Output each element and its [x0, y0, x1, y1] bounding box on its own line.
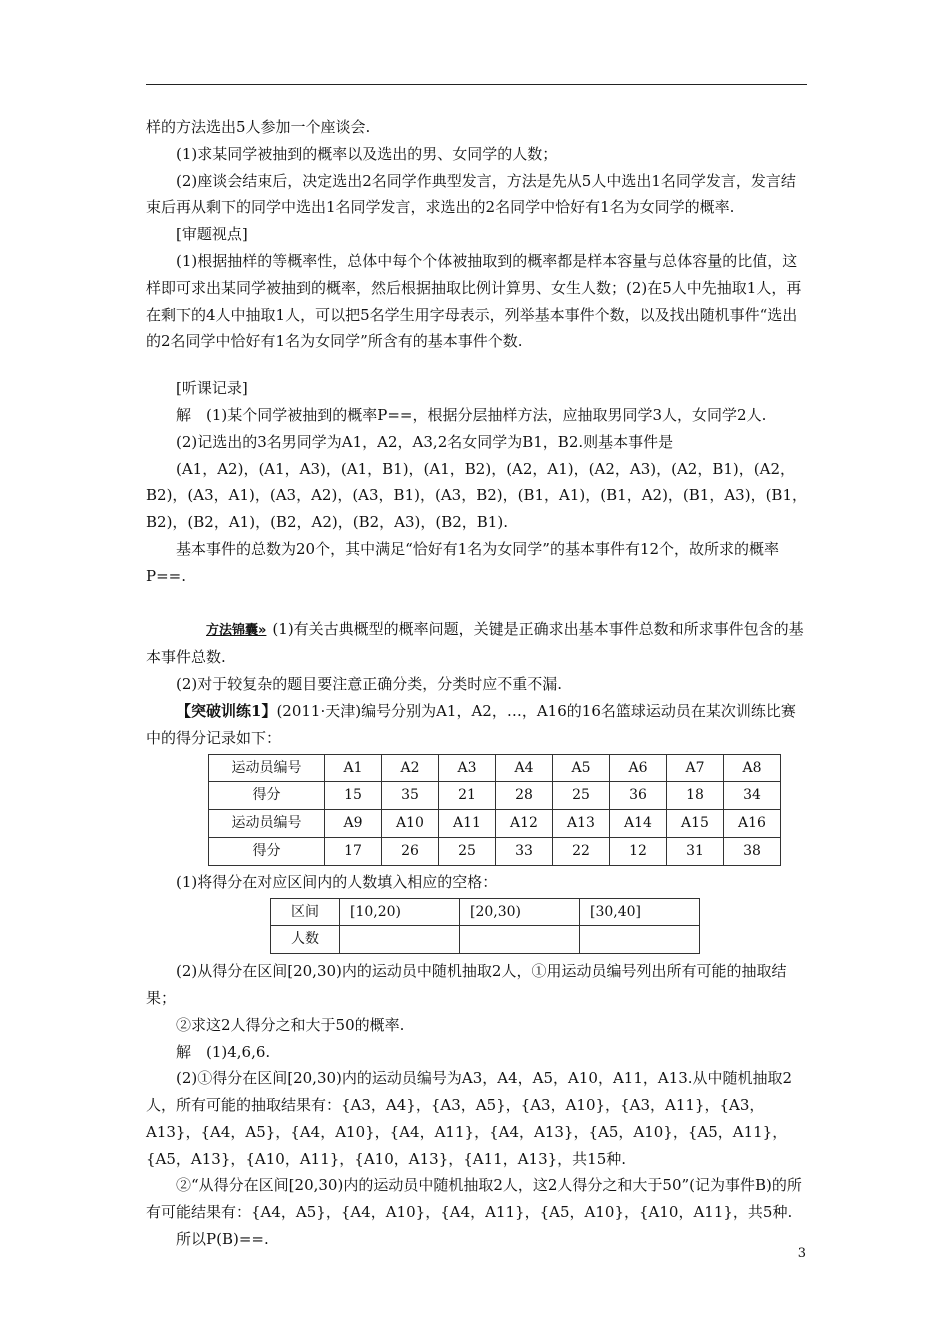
table-cell: A11 — [439, 810, 496, 838]
table-cell: A4 — [496, 754, 553, 782]
table-cell: A12 — [496, 810, 553, 838]
table-cell: 28 — [496, 782, 553, 810]
method-badge: 方法锦囊» — [206, 622, 267, 638]
table-row — [209, 837, 781, 865]
table-row — [209, 810, 781, 838]
method-tip-2: (2)对于较复杂的题目要注意正确分类，分类时应不重不漏. — [176, 675, 563, 694]
interval-header: 区间 — [271, 898, 340, 926]
double-chevron-icon: » — [258, 622, 267, 638]
table-cell: 22 — [553, 837, 610, 865]
question-2: (2)座谈会结束后，决定选出2名同学作典型发言，方法是先从5人中选出1名同学发言，发言结束后再从剩下的同学中选出1名同学发言，求选出的2名同学中恰好有1名为女同学的概率. — [146, 171, 796, 217]
table-cell: 18 — [667, 782, 724, 810]
table-cell: A15 — [667, 810, 724, 838]
table-cell: 12 — [610, 837, 667, 865]
table-row — [209, 754, 781, 782]
page-number: 3 — [797, 1246, 806, 1261]
table-cell: A2 — [382, 754, 439, 782]
table-row — [271, 898, 700, 926]
table-cell: 31 — [667, 837, 724, 865]
table-cell: A10 — [382, 810, 439, 838]
exercise-prompt: 【突破训练1】(2011·天津)编号分别为A1，A2，…，A16的16名篮球运动员在某次训练比赛中的得分记录如下： — [146, 701, 796, 747]
table-cell: 26 — [382, 837, 439, 865]
table-cell — [580, 926, 700, 954]
score-table — [208, 754, 781, 866]
table-cell: 25 — [439, 837, 496, 865]
table-cell: 38 — [724, 837, 781, 865]
exercise-solution-2: (2)①得分在区间[20,30)内的运动员编号为A3，A4，A5，A10，A11，A13.从中随机抽取2人，所有可能的抽取结果有：{A3，A4}，{A3，A5}，{A3，A10}，{A3，A11}，{A3，A13}，{A4，A5}，{A4，A10}，{A4，A11}，{A4，A13}，{A5，A10}，{A5，A11}，{A5，A13}，{A10，A11}，{A10，A13}，{A11，A13}，共15种. — [146, 1069, 793, 1168]
table-cell: A3 — [439, 754, 496, 782]
count-header: 人数 — [271, 926, 340, 954]
method-tip-1: 方法锦囊» (1)有关古典概型的概率问题，关键是正确求出基本事件总数和所求事件包含的基本事件总数. — [146, 619, 804, 667]
table-cell: A9 — [325, 810, 382, 838]
solution-part-2: (2)记选出的3名男同学为A1，A2，A3,2名女同学为B1，B2.则基本事件是 — [176, 432, 674, 451]
exercise-question-1: (1)将得分在对应区间内的人数填入相应的空格： — [176, 872, 498, 891]
table-cell: [30,40] — [580, 898, 700, 926]
table-cell: 36 — [610, 782, 667, 810]
table-cell: A1 — [325, 754, 382, 782]
table-cell: A13 — [553, 810, 610, 838]
table-row — [271, 926, 700, 954]
question-1: (1)求某同学被抽到的概率以及选出的男、女同学的人数； — [176, 144, 558, 163]
exercise-label: 【突破训练1】 — [176, 701, 277, 720]
score-header: 得分 — [209, 837, 325, 865]
header-rule — [146, 84, 807, 85]
table-cell: 33 — [496, 837, 553, 865]
table-cell: [20,30) — [460, 898, 580, 926]
interval-table — [270, 898, 700, 955]
id-header: 运动员编号 — [209, 810, 325, 838]
exercise-solution-4: 所以P(B)==. — [176, 1230, 269, 1249]
solution-part-1: 解 (1)某个同学被抽到的概率P==，根据分层抽样方法，应抽取男同学3人，女同学2人. — [176, 405, 767, 424]
basic-events-list: (A1，A2)，(A1，A3)，(A1，B1)，(A1，B2)，(A2，A1)，(A2，A3)，(A2，B1)，(A2，B2)，(A3，A1)，(A3，A2)，(A3，B1)，(A3，B2)，(B1，A1)，(B1，A2)，(B1，A3)，(B1，B2)，(B2，A1)，(B2，A2)，(B2，A3)，(B2，B1). — [146, 459, 807, 532]
table-cell — [460, 926, 580, 954]
solution-conclusion: 基本事件的总数为20个，其中满足“恰好有1名为女同学”的基本事件有12个，故所求的概率P==. — [146, 539, 780, 585]
exercise-solution-3: ②“从得分在区间[20,30)内的运动员中随机抽取2人，这2人得分之和大于50”(记为事件B)的所有可能结果有：{A4，A5}，{A4，A10}，{A4，A11}，{A5，A10}，{A10，A11}，共5种. — [146, 1176, 802, 1222]
table-cell: A5 — [553, 754, 610, 782]
table-cell: A7 — [667, 754, 724, 782]
exercise-question-2b: ②求这2人得分之和大于50的概率. — [176, 1015, 405, 1034]
intro-line: 样的方法选出5人参加一个座谈会. — [146, 118, 371, 136]
table-cell: 21 — [439, 782, 496, 810]
table-cell: [10,20) — [340, 898, 460, 926]
exercise-solution-1: 解 (1)4,6,6. — [176, 1042, 271, 1061]
table-cell: A14 — [610, 810, 667, 838]
table-cell: A8 — [724, 754, 781, 782]
table-cell: 34 — [724, 782, 781, 810]
exercise-question-2: (2)从得分在区间[20,30)内的运动员中随机抽取2人，①用运动员编号列出所有可能的抽取结果； — [146, 962, 787, 1007]
record-heading: [听课记录] — [176, 379, 248, 398]
table-cell: A16 — [724, 810, 781, 838]
table-cell: 17 — [325, 837, 382, 865]
review-heading: [审题视点] — [176, 225, 248, 244]
table-cell: 15 — [325, 782, 382, 810]
table-cell: A6 — [610, 754, 667, 782]
table-cell: 25 — [553, 782, 610, 810]
page-content — [146, 114, 807, 1253]
id-header: 运动员编号 — [209, 754, 325, 782]
table-row — [209, 782, 781, 810]
review-text: (1)根据抽样的等概率性，总体中每个个体被抽取到的概率都是样本容量与总体容量的比值，这样即可求出某同学被抽到的概率，然后根据抽取比例计算男、女生人数；(2)在5人中先抽取1人，再在剩下的4人中抽取1人，可以把5名学生用字母表示，列举基本事件个数，以及找出随机事件“选出的2名同学中恰好有1名为女同学”所含有的基本事件个数. — [146, 251, 802, 351]
score-header: 得分 — [209, 782, 325, 810]
table-cell — [340, 926, 460, 954]
table-cell: 35 — [382, 782, 439, 810]
